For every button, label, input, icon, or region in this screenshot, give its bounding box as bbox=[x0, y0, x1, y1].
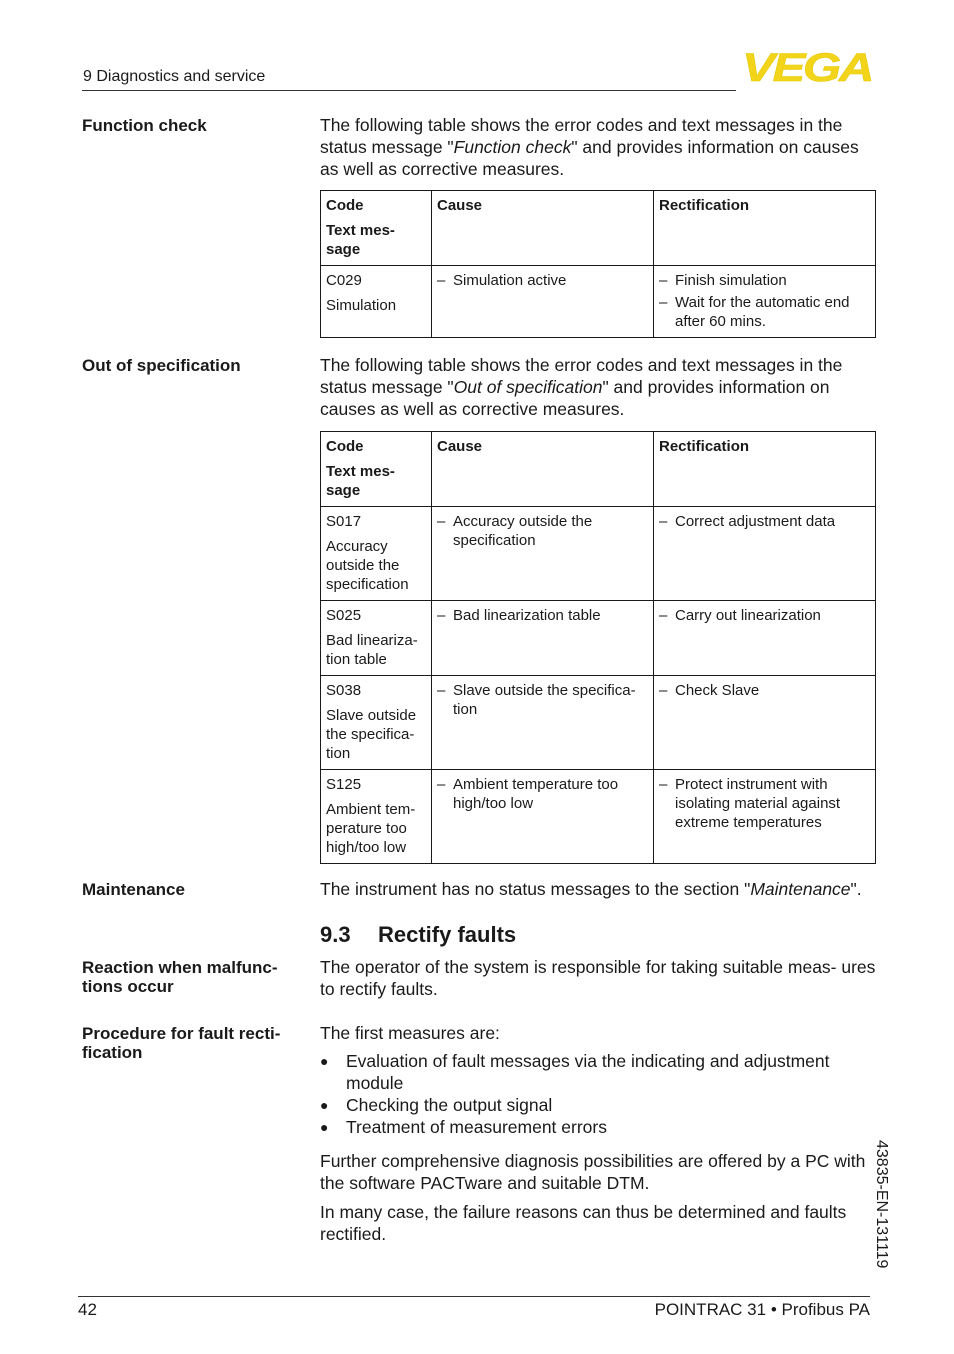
header-code-cell bbox=[321, 432, 432, 507]
error-code: S038 bbox=[326, 682, 362, 699]
function-check-label: Function check bbox=[82, 116, 207, 135]
table-row bbox=[321, 266, 876, 338]
header-text-message: Text mes- sage bbox=[326, 463, 395, 499]
function-check-table bbox=[320, 190, 876, 338]
svg-text:VEGA: VEGA bbox=[742, 50, 872, 84]
code-cell bbox=[321, 266, 432, 338]
code-cell bbox=[321, 676, 432, 770]
section-title: Rectify faults bbox=[378, 922, 517, 947]
error-text: Slave outside the specifica- tion bbox=[326, 707, 417, 762]
procedure-label: Procedure for fault recti- fication bbox=[82, 1024, 281, 1062]
product-name: POINTRAC 31 • Profibus PA bbox=[654, 1300, 870, 1319]
cause-cell: – Bad linearization table bbox=[432, 601, 654, 676]
error-text: Accuracy outside the specification bbox=[326, 538, 409, 593]
error-code: S017 bbox=[326, 513, 362, 530]
rectification-cell: – Correct adjustment data bbox=[654, 507, 876, 601]
cause-item: Simulation active bbox=[453, 272, 567, 289]
cause-item: Ambient temperature too high/too low bbox=[453, 776, 619, 812]
cause-cell: – Simulation active bbox=[432, 266, 654, 338]
rectification-item: Protect instrument with isolating material against extreme temperatures bbox=[675, 776, 841, 831]
list-item: ● Treatment of measurement errors bbox=[320, 1117, 607, 1137]
error-text: Simulation bbox=[326, 297, 397, 314]
procedure-intro: The first measures are: bbox=[320, 1023, 500, 1043]
document-code: 43835-EN-131119 bbox=[873, 1140, 890, 1269]
code-cell bbox=[321, 507, 432, 601]
reaction-label: Reaction when malfunc- tions occur bbox=[82, 958, 278, 996]
header-rectification: Rectification bbox=[654, 191, 876, 266]
table-header-row bbox=[321, 191, 876, 266]
bullet-icon: ● bbox=[320, 1053, 329, 1069]
list-item: ● Checking the output signal bbox=[320, 1095, 553, 1115]
vega-logo bbox=[742, 50, 874, 84]
table-row bbox=[321, 507, 876, 601]
rectification-item: Carry out linearization bbox=[675, 607, 821, 624]
header-text-message: Text mes- sage bbox=[326, 222, 395, 258]
out-of-spec-table bbox=[320, 431, 876, 864]
running-header: 9 Diagnostics and service bbox=[83, 68, 266, 85]
reaction-text: The operator of the system is responsible for taking suitable meas- ures to rectify faults. bbox=[320, 957, 876, 999]
list-item: ● Evaluation of fault messages via the indicating and adjustment module bbox=[320, 1051, 830, 1093]
code-cell bbox=[321, 601, 432, 676]
measures-list bbox=[320, 1050, 876, 1138]
footer-divider bbox=[78, 1296, 870, 1297]
cause-cell: – Slave outside the specifica- tion bbox=[432, 676, 654, 770]
rectification-cell: – Protect instrument with isolating material against extreme temperatures bbox=[654, 770, 876, 864]
error-text: Bad lineariza- tion table bbox=[326, 632, 418, 668]
cause-item: Bad linearization table bbox=[453, 607, 601, 624]
rectification-item: Finish simulation bbox=[675, 272, 787, 289]
out-of-spec-label: Out of specification bbox=[82, 356, 241, 375]
rectification-cell: – Check Slave bbox=[654, 676, 876, 770]
error-code: C029 bbox=[326, 272, 362, 289]
rectification-cell: – Finish simulation – Wait for the automatic end after 60 mins. bbox=[654, 266, 876, 338]
rectification-item: Check Slave bbox=[675, 682, 760, 699]
rectification-cell: – Carry out linearization bbox=[654, 601, 876, 676]
function-check-intro: The following table shows the error codes and text messages in the status message "Function check" and provides information on causes as well as corrective measures. bbox=[320, 115, 859, 179]
section-number: 9.3 bbox=[320, 922, 351, 947]
procedure-paragraph: Further comprehensive diagnosis possibilities are offered by a PC with the software PACTware and suitable DTM. bbox=[320, 1151, 866, 1193]
table-row bbox=[321, 601, 876, 676]
code-cell bbox=[321, 770, 432, 864]
procedure-paragraph: In many case, the failure reasons can thus be determined and faults rectified. bbox=[320, 1202, 847, 1244]
out-of-spec-intro: The following table shows the error codes and text messages in the status message "Out of specification" and provides information on causes as well as corrective measures. bbox=[320, 355, 843, 419]
header-rectification: Rectification bbox=[654, 432, 876, 507]
header-divider bbox=[82, 90, 736, 91]
cause-item: Accuracy outside the specification bbox=[453, 513, 593, 549]
error-text: Ambient tem- perature too high/too low bbox=[326, 801, 416, 856]
maintenance-text: The instrument has no status messages to the section "Maintenance". bbox=[320, 879, 862, 899]
page-number: 42 bbox=[78, 1300, 97, 1319]
table-row bbox=[321, 770, 876, 864]
error-code: S125 bbox=[326, 776, 362, 793]
cause-cell: – Ambient temperature too high/too low bbox=[432, 770, 654, 864]
table-header-row bbox=[321, 432, 876, 507]
header-cause: Cause bbox=[432, 191, 654, 266]
maintenance-label: Maintenance bbox=[82, 880, 185, 899]
rectification-item: Correct adjustment data bbox=[675, 513, 836, 530]
header-code-cell bbox=[321, 191, 432, 266]
header-code: Code bbox=[326, 197, 364, 214]
rectification-item: Wait for the automatic end after 60 mins. bbox=[675, 294, 850, 330]
header-code: Code bbox=[326, 438, 364, 455]
bullet-icon: ● bbox=[320, 1119, 329, 1135]
table-row bbox=[321, 676, 876, 770]
cause-item: Slave outside the specifica- tion bbox=[453, 682, 636, 718]
bullet-icon: ● bbox=[320, 1097, 329, 1113]
error-code: S025 bbox=[326, 607, 362, 624]
cause-cell: – Accuracy outside the specification bbox=[432, 507, 654, 601]
header-cause: Cause bbox=[432, 432, 654, 507]
procedure-body bbox=[320, 1022, 876, 1245]
